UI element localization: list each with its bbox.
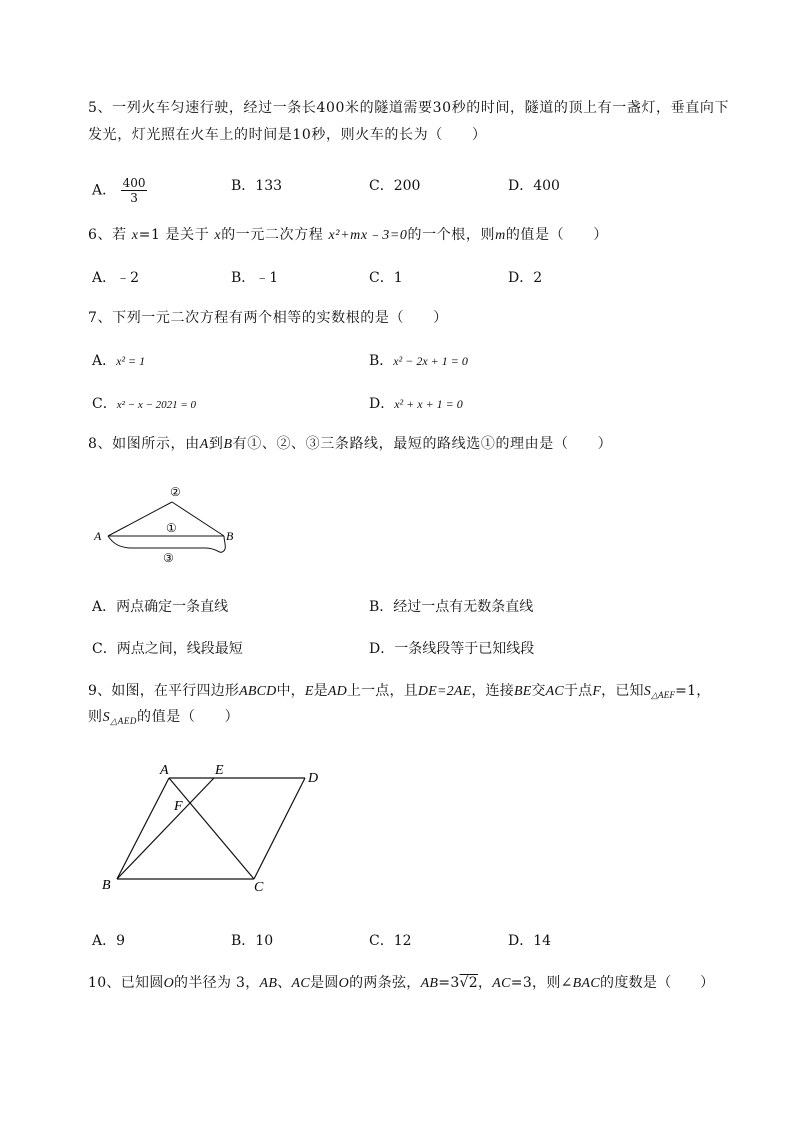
- side-ba: [117, 778, 169, 879]
- point-f-label: F: [174, 799, 183, 814]
- q10-text: 的两条弦，: [349, 975, 421, 991]
- q6-var-m: m: [495, 228, 506, 243]
- q9-stem-line1: [88, 681, 710, 705]
- q9-text: 是: [313, 683, 328, 699]
- q6-text: 的值是（ ）: [505, 227, 609, 243]
- q6-equation: x²+mx﹣3=0: [328, 228, 408, 243]
- point-e-label: E: [215, 763, 224, 778]
- q8-text: 有①、②、③三条路线，最短的路线选①的理由是（ ）: [232, 436, 613, 452]
- q5-option-a-label: A．: [92, 182, 117, 199]
- q9-var: S: [102, 710, 111, 725]
- vertex-c-label: C: [254, 880, 264, 895]
- q10-text: 10、已知圆: [88, 975, 164, 991]
- q10-var: AC: [291, 976, 311, 991]
- q9-option-a[interactable]: A．9: [92, 933, 126, 949]
- point-b-label: B: [226, 529, 234, 543]
- q9-var: E: [304, 684, 314, 699]
- q10-var: AC: [492, 976, 511, 991]
- q6-text: =1 是关于: [138, 227, 210, 243]
- q9-option-c[interactable]: C．12: [369, 933, 412, 949]
- q8-text: 8、如图所示，由: [88, 436, 200, 452]
- vertex-a-label: A: [160, 763, 169, 778]
- q8-text: 到: [208, 436, 224, 452]
- q8-route-diagram: [88, 480, 248, 570]
- q5-option-a-fraction: [121, 176, 148, 205]
- q7-option-c-label: C．: [92, 396, 117, 412]
- q10-var: O: [338, 976, 350, 991]
- q6-var-x: x: [131, 228, 139, 243]
- q10-var: AB: [420, 976, 439, 991]
- q8-option-c[interactable]: C．两点之间，线段最短: [92, 641, 243, 657]
- route-2-left-segment: [108, 502, 172, 536]
- q9-stem-line2: [88, 707, 239, 731]
- q10-text: 是圆: [310, 975, 339, 991]
- q6-option-c[interactable]: C．1: [369, 270, 403, 286]
- q6-option-a[interactable]: A．﹣2: [92, 270, 140, 286]
- q7-option-d-label: D．: [369, 396, 395, 412]
- q9-subscript: △AED: [110, 716, 138, 726]
- q9-text: 交: [531, 683, 546, 699]
- route-3-label: ③: [163, 551, 174, 565]
- side-dc: [254, 778, 305, 879]
- q8-option-a[interactable]: A．两点确定一条直线: [92, 599, 229, 615]
- q5-option-b[interactable]: B．133: [231, 178, 283, 194]
- q6-text: 的一个根，则: [407, 227, 496, 243]
- q8-point-b: B: [223, 437, 233, 452]
- q7-option-b-label: B．: [369, 353, 394, 369]
- q8-option-d[interactable]: D．一条线段等于已知线段: [369, 641, 535, 657]
- q5-option-c[interactable]: C．200: [369, 178, 421, 194]
- q8-stem: [88, 434, 612, 455]
- q9-var: AD: [327, 684, 347, 699]
- q9-parallelogram-diagram: [96, 758, 336, 898]
- q10-stem: [88, 973, 714, 994]
- q10-var: AB: [259, 976, 278, 991]
- fraction-denominator: 3: [130, 191, 138, 205]
- point-a-label: A: [94, 529, 102, 543]
- q6-text: 的一元二次方程: [221, 227, 324, 243]
- q10-text: =3，则∠: [510, 975, 573, 991]
- q5-option-d[interactable]: D．400: [508, 178, 560, 194]
- q7-option-a[interactable]: [92, 351, 145, 371]
- q9-text: =1，: [675, 683, 711, 699]
- q9-subscript: △AEF: [650, 690, 676, 700]
- q9-option-d[interactable]: D．14: [508, 933, 552, 949]
- q9-text: ，已知: [601, 683, 644, 699]
- q6-option-b[interactable]: B．﹣1: [231, 270, 279, 286]
- q5-stem-line1: 5、一列火车匀速行驶，经过一条长400米的隧道需要30秒的时间，隧道的顶上有一盏灯，垂直向下: [88, 100, 730, 116]
- vertex-d-label: D: [308, 771, 319, 786]
- q7-option-d[interactable]: [369, 394, 463, 414]
- route-2-right-segment: [172, 502, 224, 536]
- q7-option-d-expr: x² + x + 1 = 0: [394, 397, 463, 411]
- route-1-label: ①: [166, 521, 177, 535]
- route-3-curve: [108, 536, 225, 552]
- q9-text: ，连接: [471, 683, 514, 699]
- q9-var: BE: [513, 684, 532, 699]
- diagonal-ac: [169, 778, 254, 879]
- q10-text: 、: [277, 975, 292, 991]
- q9-text: 中，: [276, 683, 305, 699]
- q5-option-a[interactable]: [92, 176, 147, 205]
- q10-text: 的度数是（ ）: [600, 975, 715, 991]
- q9-var: F: [592, 684, 602, 699]
- q9-text: 则: [88, 709, 103, 725]
- q8-option-b[interactable]: B．经过一点有无数条直线: [369, 599, 534, 615]
- q9-text: 的值是（ ）: [137, 709, 240, 725]
- q5-stem-line2: 发光，灯光照在火车上的时间是10秒，则火车的长为（ ）: [88, 127, 487, 143]
- q7-option-b[interactable]: [369, 351, 468, 371]
- q10-sqrt: √2: [459, 975, 478, 991]
- q6-text: 6、若: [88, 227, 127, 243]
- q9-var: S: [643, 684, 651, 699]
- q7-option-a-expr: x² = 1: [116, 354, 146, 368]
- q8-point-a: A: [199, 437, 209, 452]
- q7-stem: 7、下列一元二次方程有两个相等的实数根的是（ ）: [88, 310, 448, 326]
- q7-option-c[interactable]: [92, 394, 196, 415]
- segment-be: [117, 778, 214, 879]
- vertex-b-label: B: [102, 878, 111, 893]
- q10-text: ，: [477, 975, 493, 991]
- q9-var: DE=2AE: [417, 684, 472, 699]
- q10-var: BAC: [572, 976, 601, 991]
- q9-option-b[interactable]: B．10: [231, 933, 274, 949]
- route-2-label: ②: [170, 485, 181, 499]
- q10-text: =3: [438, 975, 460, 991]
- fraction-numerator: 400: [122, 176, 146, 190]
- q9-text: 上一点，且: [346, 683, 418, 699]
- q7-option-a-label: A．: [92, 353, 117, 369]
- q6-option-d[interactable]: D．2: [508, 270, 543, 286]
- q7-option-c-expr: x² − x − 2021 = 0: [116, 399, 197, 411]
- q6-stem: [88, 225, 608, 246]
- q10-text: 的半径为 3，: [174, 975, 260, 991]
- q9-text: 于点: [563, 683, 593, 699]
- q7-option-b-expr: x² − 2x + 1 = 0: [393, 354, 468, 368]
- q9-var: AC: [545, 684, 564, 699]
- q10-var: O: [163, 976, 175, 991]
- q6-var-x: x: [214, 228, 222, 243]
- q9-var: ABCD: [239, 684, 277, 699]
- q9-text: 9、如图，在平行四边形: [88, 683, 240, 699]
